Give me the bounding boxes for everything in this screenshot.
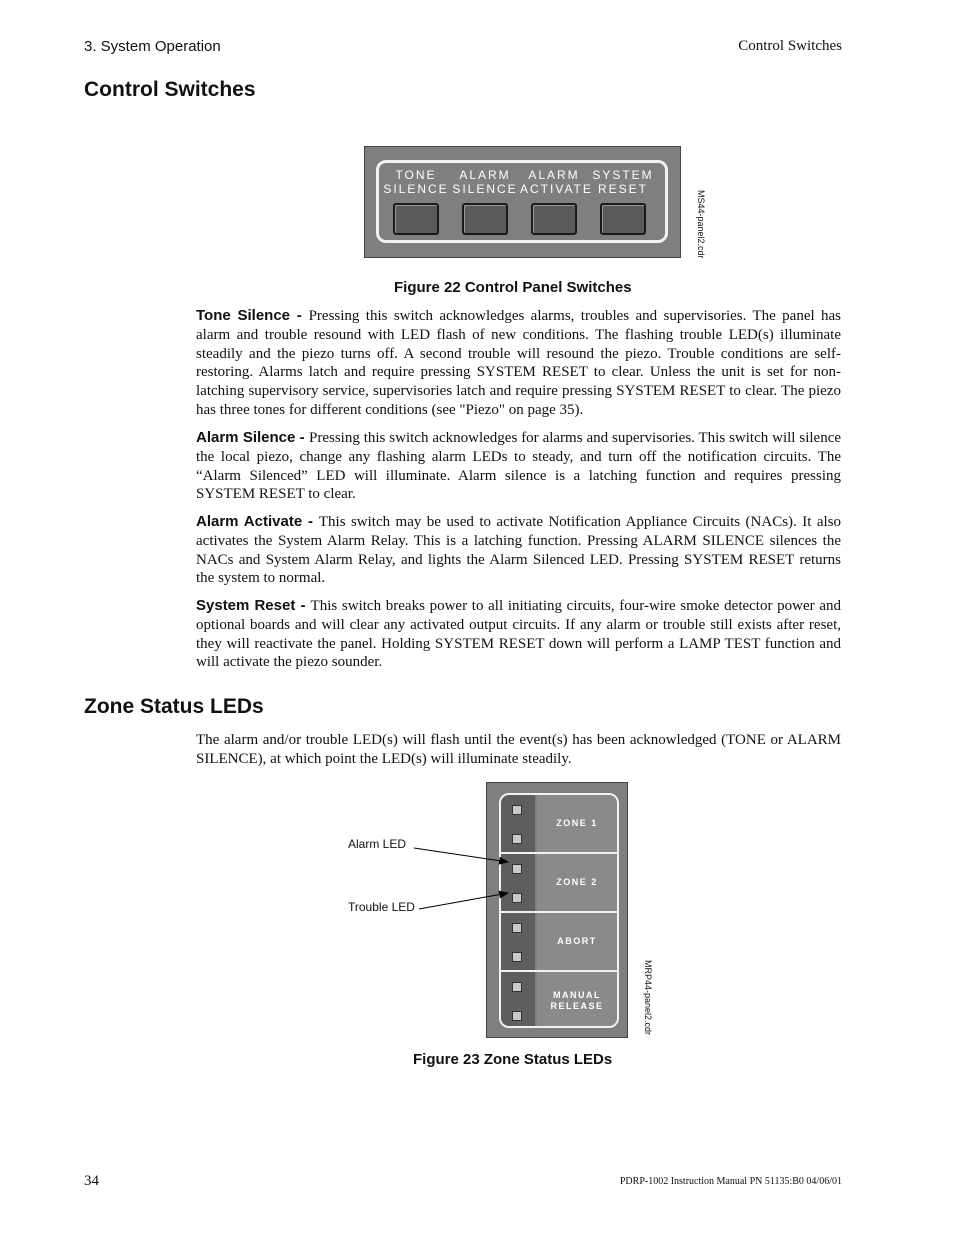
- paragraph-text: This switch may be used to activate Notification Appliance Circuits (NACs). It also activates the System Alarm Relay. This is a latching function. Pressing ALARM SILENCE silences the NACs and System Alarm Relay, and lights the Alarm Silenced LED. Pressing SYSTEM RESET returns the system to normal.: [196, 514, 841, 587]
- paragraph-text: Pressing this switch acknowledges alarms, troubles and supervisories. The panel has alarm and trouble resound with LED flash of new conditions. The flashing trouble LED(s) illuminate steadily and the piezo turns off. A second trouble will resound the piezo. Trouble conditions are self-restoring. Alarms latch and require pressing SYSTEM RESET to clear. Unless the unit is set for non-latching supervisory service, supervisories latch and require pressing SYSTEM RESET to clear. The piezo has three tones for different conditions (see "Piezo" on page 35).: [196, 308, 841, 418]
- term-label: Alarm Silence -: [196, 429, 309, 446]
- page-number: 34: [84, 1173, 99, 1189]
- paragraph-text: The alarm and/or trouble LED(s) will flash until the event(s) has been acknowledged (TONE or ALARM SILENCE), at which point the LED(s) will illuminate steadily.: [196, 732, 841, 767]
- zone-label: ABORT: [537, 913, 617, 970]
- switch-label: ALARM ACTIVATE: [520, 168, 593, 196]
- footer-manual-info: PDRP-1002 Instruction Manual PN 51135:B0 04/06/01: [619, 1176, 842, 1187]
- paragraph-text: This switch breaks power to all initiating circuits, four-wire smoke detector power and optional boards and will clear any activated output circuits. If any alarm or trouble still exists after reset, they will reactivate the panel. Holding SYSTEM RESET down will perform a LAMP TEST function and will activate the piezo sounder.: [196, 598, 841, 671]
- switch-label: ALARM SILENCE: [452, 168, 518, 196]
- zone-label: ZONE 2: [537, 854, 617, 911]
- figure-file-label: MRP44-panel2.cdr: [643, 960, 653, 1036]
- zone-label: MANUAL RELEASE: [537, 972, 617, 1028]
- alarm-led-arrow: [414, 848, 508, 862]
- zone-label: ZONE 1: [537, 795, 617, 852]
- switch-label: SYSTEM RESET: [592, 168, 654, 196]
- section-title-zone-status-leds: Zone Status LEDs: [84, 695, 264, 718]
- trouble-led-arrow: [419, 893, 508, 909]
- paragraph-text: Pressing this switch acknowledges for alarms and supervisories. This switch will silence the local piezo, change any flashing alarm LEDs to steady, and turn off the notification circuits. The “Alarm Silenced” LED will illuminate. Alarm silence is a latching function and requires pressing SYSTEM RESET to clear.: [196, 430, 842, 503]
- switch-label: TONE SILENCE: [383, 168, 449, 196]
- running-header-section: 3. System Operation: [84, 38, 221, 55]
- figure-file-label: MS44-panel2.cdr: [696, 190, 706, 259]
- term-label: Tone Silence -: [196, 307, 309, 324]
- term-label: Alarm Activate -: [196, 513, 319, 530]
- term-label: System Reset -: [196, 597, 311, 614]
- running-header-topic: Control Switches: [738, 38, 842, 54]
- figure-23-caption: Figure 23 Zone Status LEDs: [413, 1051, 613, 1068]
- alarm-led-callout: Alarm LED: [348, 837, 407, 851]
- figure-22-caption: Figure 22 Control Panel Switches: [394, 279, 632, 296]
- section-title-control-switches: Control Switches: [84, 78, 256, 101]
- trouble-led-callout: Trouble LED: [348, 900, 415, 914]
